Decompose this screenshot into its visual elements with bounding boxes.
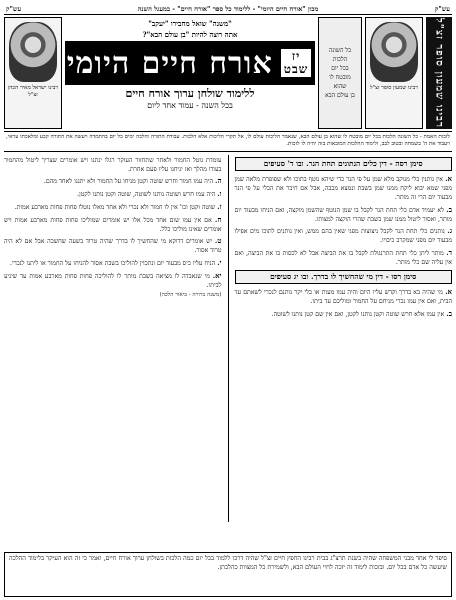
paragraph xyxy=(4,258,222,269)
paragraph-text: נותנים כלי תחת הנר לקבל ניצוצות מפני שאין בהם ממש, ואין נותנים לתוכו מים אפילו מבעוד יום מפני שמקרב כיבויו. xyxy=(234,228,452,245)
paragraph-lead: ד. xyxy=(446,248,452,258)
paragraph-lead: י. xyxy=(217,258,222,268)
paragraph-text: היה עמו חמור וחרש שוטה וקטן מניחו על החמור ולא יתננו לאחד מהם. xyxy=(43,178,214,186)
right-column xyxy=(228,155,453,522)
paragraph-text: מותר ליתן כלי תחת התרנגולת לקבל בו את הביצה אבל לא לכסות בו את הביצה, ואם אין עליה שם כלי מותר. xyxy=(234,250,452,266)
header xyxy=(4,17,452,129)
paragraph-lead: ה. xyxy=(215,176,222,186)
portrait-left xyxy=(4,17,62,129)
paragraph-lead: א. xyxy=(445,287,452,297)
portrait-right-image xyxy=(370,22,418,82)
portrait-left-image xyxy=(9,22,57,82)
paragraph-text: מי שנאבדה לו מציאה בשבת מותר לו להוליכה פחות פחות מארבע אמות עד שיגיע לביתו. xyxy=(4,272,222,289)
paragraph xyxy=(4,202,222,213)
paragraph xyxy=(235,205,453,225)
paragraph xyxy=(235,248,453,268)
title-line-1: ללימוד שולחן ערוך אורח חיים xyxy=(125,87,255,100)
paragraph-lead: ו. xyxy=(217,189,222,199)
top-strip-right: עש"ק xyxy=(434,4,450,13)
paragraph-text: לא יעמיד אדם כלי תחת הנר לקבל בו שמן הנוטף שהשמן מוקצה, ואם הניחו מבעוד יום מותר, ואסור ליטול ממנו שמן בשבת שהרי הוקצה למצותו. xyxy=(234,206,452,223)
paragraph-text: אין עמו אלא חרש שוטה וקטן נותנו לקטן, ואם אין שם קטן נותנו לשוטה. xyxy=(271,310,445,318)
siman-heading: סימן רסה - דין כלים הנתונים תחת הנר. ובו ד' סעיפים xyxy=(235,157,453,172)
main-title-bar xyxy=(65,41,315,85)
paragraph-text: אם אין עמו שום אחד מכל אלו יש אומרים שמוליכו פחות פחות מארבע אמות ויש אומרים שאינו מוליכו כלל. xyxy=(4,216,222,233)
portrait-right-caption: רבינו שמעון סופר זצ"ל xyxy=(370,85,418,91)
date-day: יז xyxy=(291,49,301,64)
paragraph-lead: א. xyxy=(445,174,452,184)
paragraph xyxy=(4,236,222,256)
paragraph-text: היה עמו חרש ושוטה נותנו לשוטה, שוטה וקטן נותנו לקטן. xyxy=(77,191,216,199)
paragraph xyxy=(235,309,453,320)
footer-story: סיפר לי אחד מבני המשפחה שהיה בשנת תרצ"ג בבית רבינו החפץ חיים זצ"ל שהיה דרכו ללמוד בכל יום כמה הלכות בשולחן ערוך אורח חיים, ואמר כי זה הוא העיקר בלימוד ההלכה שיעשה כל אדם בכל יום. ובזכות לימוד זה יזכה לחיי העולם הבא, ולשמירת כל המצוות כהלכתן. xyxy=(4,552,452,597)
paragraph-lead: ב. xyxy=(446,204,452,214)
siman-heading: סימן רסו - דין מי שהחשיך לו בדרך. ובו יג סעיפים xyxy=(235,270,453,285)
tagline: אתה רוצה להיות "בן עולם הבא"? xyxy=(142,30,238,39)
side-box-line: הלכות xyxy=(332,56,348,63)
paragraph xyxy=(4,155,222,175)
subtitle: "משנה" שואל מחבירו "יעקב" xyxy=(148,19,232,28)
paragraph-text: יש אומרים דדוקא מי שהחשיך לו בדרך שהיה טרוד בשעה שחשכה אבל אם לא היה טרוד אסור. xyxy=(4,238,222,255)
vertical-band: רבינו שמעון סופר זצ"ל xyxy=(426,17,452,129)
side-box-line: שהוא xyxy=(333,83,347,90)
paragraph-text: מי שהיה בא בדרך וקדש עליו היום והיה עמו מעות או כלי יקר נותנם לנכרי לשאתם עד הבית, ואם אין עמו נכרי מניחם על החמור ומוליכם עד ביתו. xyxy=(234,289,452,306)
paragraph-lead: ט. xyxy=(214,236,222,246)
page-title: אורח חיים היומי xyxy=(66,45,273,81)
intro-text: לזכות האמת - כל השונה הלכות בכל יום מובטח לו שהוא בן עולם הבא, שנאמר הליכות עולם לו, אל תקרי הליכות אלא הלכות. עבודת התורה והלכה ימים כל יום בהתמדה ויעשה את התורה קבע ומלאכתו עראי, ויעבוד את ה' בשמחה ובטוב לבב, ולימוד ההלכות המובאות בזה יהיה לו לזכות. xyxy=(4,131,452,152)
date-box xyxy=(279,47,314,78)
paragraph-lead: ח. xyxy=(214,214,222,224)
paragraph-text: אין נותנין כלי מנוקב מלא שמן על פי הנר כדי שיהא נוטף בתוכו ולא שפופרת מלאה שמן מפני שמא יבוא ליקח ממנו שמן בשבת ונמצא מכבה, אבל אם חיבר את הכלי על פי הנר מבעוד יום הרי זה מותר. xyxy=(234,176,452,202)
date-month: שבט xyxy=(283,62,309,76)
side-box-line: מובטח לו xyxy=(329,74,351,81)
side-box-line: כל השונה xyxy=(328,47,352,54)
top-strip xyxy=(4,3,452,15)
paragraph xyxy=(235,287,453,307)
side-box-line: בן עולם הבא xyxy=(325,92,355,99)
paragraph xyxy=(235,174,453,202)
left-column xyxy=(4,155,222,522)
paragraph-lead: ז. xyxy=(217,202,222,212)
top-strip-left: עש"ק xyxy=(6,4,22,13)
portrait-right xyxy=(365,17,423,129)
paragraph xyxy=(4,215,222,235)
content-columns xyxy=(4,155,452,522)
side-box-right xyxy=(318,17,362,129)
paragraph xyxy=(4,271,222,291)
side-box-line: בכל יום xyxy=(331,65,349,72)
paragraph-lead: יא. xyxy=(212,270,222,280)
top-strip-center: מכון "אורח חיים היומי" - ללימוד כל ספר "אורח חיים" - במעגל השנה xyxy=(137,4,319,13)
source-note: (משנה ברורה - ביאור הלכה) xyxy=(159,292,222,299)
title-block xyxy=(65,17,315,129)
paragraph xyxy=(4,176,222,187)
paragraph xyxy=(4,189,222,200)
paragraph xyxy=(235,226,453,246)
paragraph-lead: ג. xyxy=(447,226,452,236)
paragraph-text: שוטה וקטן וכו' אין לו חמור ולא נכרי ולא אחד מאלו נוטלו פחות פחות מארבע אמות. xyxy=(14,204,216,212)
paragraph-lead: ב. xyxy=(446,308,452,318)
portrait-left-caption: רבינו ישראל מאיר הכהן זצ"ל xyxy=(7,85,59,98)
paragraph-text: עומדת נוטל החמור ולאחר שתחזור העוקר רגלו ינתנו ויש אומרים שצריך ליטול מהחמור בעודו מהלך ואז יניחנו עליו פעם אחרת. xyxy=(4,156,222,173)
paragraph-text: הניח עליו כיס מבעוד יום ונתכוין להוליכו בשבת אסור להניחו על החמור או ליתנו לנכרי. xyxy=(10,260,216,268)
title-line-2: בכל השנה - עמוד אחד ליום xyxy=(147,101,233,110)
